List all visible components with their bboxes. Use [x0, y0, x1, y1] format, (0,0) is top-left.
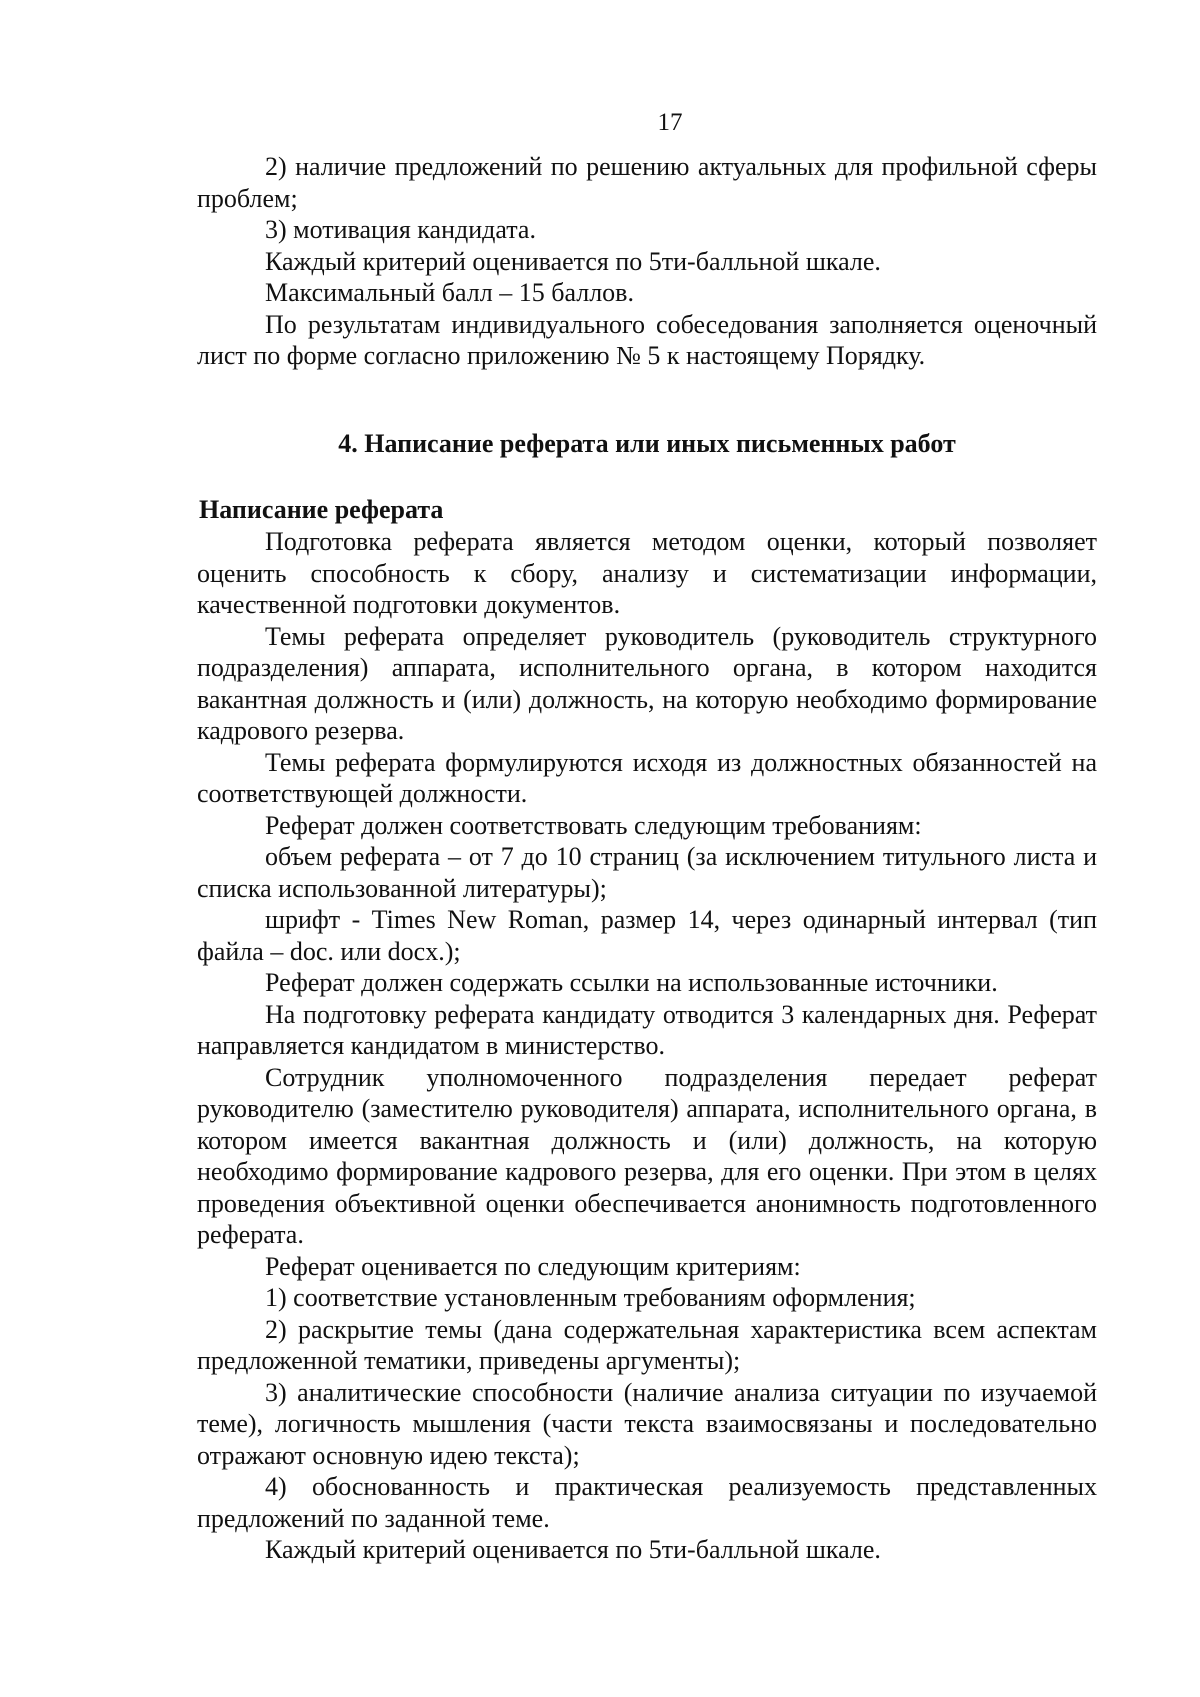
paragraph: На подготовку реферата кандидату отводится 3 календарных дня. Реферат направляется кандидатом в министерство. — [197, 999, 1097, 1060]
section-heading: 4. Написание реферата или иных письменных работ — [338, 429, 956, 458]
body-text-block — [197, 526, 1097, 1566]
list-item: 3) аналитические способности (наличие анализа ситуации по изучаемой теме), логичность мышления (части текста взаимосвязаны и последовательно отражают основную идею текста); — [197, 1377, 1097, 1470]
paragraph: шрифт - Times New Roman, размер 14, через одинарный интервал (тип файла – doc. или docx.); — [197, 905, 1097, 966]
paragraph: 2) наличие предложений по решению актуальных для профильной сферы проблем; — [197, 152, 1097, 213]
paragraph: По результатам индивидуального собеседования заполняется оценочный лист по форме согласно приложению № 5 к настоящему Порядку. — [197, 309, 1097, 370]
paragraph: Реферат оценивается по следующим критериям: — [265, 1251, 801, 1281]
paragraph: Сотрудник уполномоченного подразделения передает реферат руководителю (заместителю руководителя) аппарата, исполнительного органа, в котором имеется вакантная должность и (или) должность, на которую необходимо формирование кадрового резерва, для его оценки. При этом в целях проведения объективной оценки обеспечивается анонимность подготовленного реферата. — [197, 1062, 1097, 1249]
page-number: 17 — [657, 109, 683, 136]
list-item: 2) раскрытие темы (дана содержательная характеристика всем аспектам предложенной тематики, приведены аргументы); — [197, 1314, 1097, 1375]
list-item: 1) соответствие установленным требованиям оформления; — [265, 1283, 916, 1312]
paragraph: Подготовка реферата является методом оценки, который позволяет оценить способность к сбору, анализу и систематизации информации, качественной подготовки документов. — [197, 527, 1097, 619]
paragraph: Каждый критерий оценивается по 5ти-балльной шкале. — [265, 1535, 881, 1564]
paragraph: Каждый критерий оценивается по 5ти-балльной шкале. — [265, 246, 881, 276]
list-item: 4) обоснованность и практическая реализуемость представленных предложений по заданной теме. — [197, 1472, 1097, 1533]
paragraph: Максимальный балл – 15 баллов. — [265, 278, 634, 307]
paragraph: Реферат должен соответствовать следующим требованиям: — [265, 810, 922, 840]
paragraph: объем реферата – от 7 до 10 страниц (за исключением титульного листа и списка использованной литературы); — [197, 842, 1097, 903]
paragraph: 3) мотивация кандидата. — [265, 215, 536, 244]
intro-text-block — [197, 151, 1097, 372]
paragraph: Темы реферата формулируются исходя из должностных обязанностей на соответствующей должности. — [197, 747, 1097, 808]
paragraph: Темы реферата определяет руководитель (руководитель структурного подразделения) аппарата, исполнительного органа, в котором находится вакантная должность и (или) должность, на которую необходимо формирование кадрового резерва. — [197, 621, 1097, 745]
paragraph: Реферат должен содержать ссылки на использованные источники. — [265, 968, 998, 997]
subsection-heading: Написание реферата — [199, 495, 444, 524]
